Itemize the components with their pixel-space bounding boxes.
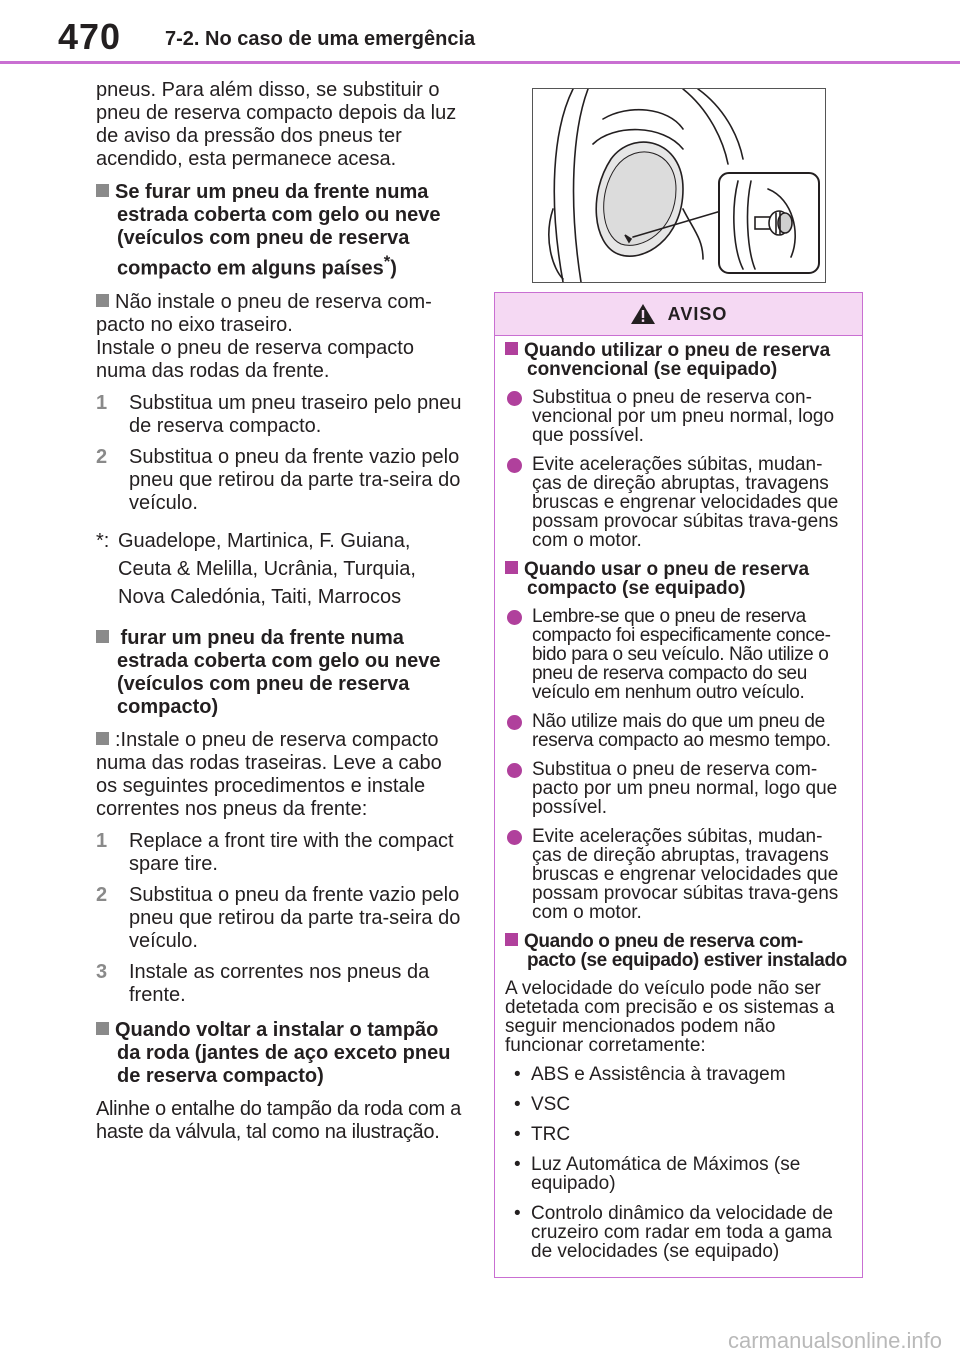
square-bullet-icon bbox=[96, 630, 109, 643]
warning-bullet: Evite acelerações súbitas, mudan-ças de direção abruptas, travagens bruscas e engrenar velocidades que possam provocar súbitas trava-gens com o motor. bbox=[505, 827, 848, 922]
warning-paragraph: A velocidade do veículo pode não ser detetada com precisão e os sistemas a seguir mencionados podem não funcionar corretamente: bbox=[505, 978, 835, 1056]
step-item: 1 Replace a front tire with the compact spare tire. bbox=[96, 829, 454, 875]
page-number: 470 bbox=[58, 16, 122, 57]
square-bullet-icon bbox=[505, 342, 518, 355]
square-bullet-icon bbox=[96, 1022, 109, 1035]
warning-title: AVISO bbox=[667, 303, 728, 324]
warning-list-item: • ABS e Assistência à travagem bbox=[514, 1064, 786, 1085]
warning-list-item: • TRC bbox=[514, 1124, 571, 1145]
circle-bullet-icon bbox=[507, 458, 522, 473]
intro-paragraph: pneus. Para além disso, se substituir o pneu de reserva compacto depois da luz de aviso da pressão dos pneus ter acendido, esta permanece acesa. bbox=[96, 79, 457, 170]
square-bullet-icon bbox=[96, 732, 109, 745]
warning-body bbox=[495, 336, 862, 1261]
footer-watermark: carmanualsonline.info bbox=[727, 1328, 942, 1353]
warning-bullet: Substitua o pneu de reserva con-vencional por um pneu normal, logo que possível. bbox=[505, 388, 848, 445]
instruction-paragraph: Não instale o pneu de reserva com-pacto no eixo traseiro. bbox=[96, 290, 432, 336]
section-title: 7-2. No caso de uma emergência bbox=[165, 28, 476, 50]
wheel-cap-paragraph: Alinhe o entalhe do tampão da roda com a haste da válvula, tal como na ilustração. bbox=[96, 1097, 461, 1143]
heading-wheel-cap: Quando voltar a instalar o tampão da roda (jantes de aço exceto pneu de reserva compacto) bbox=[96, 1019, 466, 1088]
circle-bullet-icon bbox=[507, 610, 522, 625]
header-divider bbox=[0, 61, 960, 64]
square-bullet-icon bbox=[96, 184, 109, 197]
circle-bullet-icon bbox=[507, 763, 522, 778]
warning-heading: Quando utilizar o pneu de reserva convencional (se equipado) bbox=[505, 341, 848, 379]
page-header bbox=[0, 0, 960, 62]
step-item: 2 Substitua o pneu da frente vazio pelo pneu que retirou da parte tra-seira do veículo. bbox=[96, 445, 461, 514]
warning-bullet: Não utilize mais do que um pneu de reserva compacto ao mesmo tempo. bbox=[505, 712, 848, 750]
circle-bullet-icon bbox=[507, 830, 522, 845]
warning-header bbox=[495, 293, 862, 336]
warning-bullet: Lembre-se que o pneu de reserva compacto foi especificamente conce-bido para o seu veículo. Não utilize o pneu de reserva compacto do seu veículo em nenhum outro veículo. bbox=[505, 607, 848, 702]
instruction-paragraph-b: Instale o pneu de reserva compacto numa das rodas da frente. bbox=[96, 336, 414, 382]
warning-heading: Quando usar o pneu de reserva compacto (se equipado) bbox=[505, 560, 848, 598]
warning-bullet: Substitua o pneu de reserva com-pacto por um pneu normal, logo que possível. bbox=[505, 760, 848, 817]
heading-front-tire-snow: Se furar um pneu da frente numa estrada coberta com gelo ou neve (veículos com pneu de reserva compacto em alguns países*) bbox=[96, 181, 466, 281]
circle-bullet-icon bbox=[507, 391, 522, 406]
warning-heading: Quando o pneu de reserva com-pacto (se equipado) estiver instalado bbox=[505, 932, 848, 970]
chains-paragraph: :Instale o pneu de reserva compacto numa das rodas traseiras. Leve a cabo os seguintes procedimentos e instale correntes nos pneus da frente: bbox=[96, 728, 442, 820]
footnote: *: Guadelope, Martinica, F. Guiana, Ceuta & Melilla, Ucrânia, Turquia, Nova Caledónia, Taiti, Marrocos bbox=[96, 529, 416, 608]
left-column bbox=[96, 79, 466, 1153]
circle-bullet-icon bbox=[507, 715, 522, 730]
square-bullet-icon bbox=[96, 294, 109, 307]
heading-front-tire-compact: furar um pneu da frente numa estrada coberta com gelo ou neve (veículos com pneu de reserva compacto) bbox=[96, 627, 466, 719]
wheel-cap-illustration bbox=[532, 88, 826, 283]
warning-box bbox=[494, 292, 863, 1278]
step-item: 3 Instale as correntes nos pneus da frente. bbox=[96, 960, 430, 1006]
step-item: 1 Substitua um pneu traseiro pelo pneu de reserva compacto. bbox=[96, 391, 462, 437]
warning-list-item: • Luz Automática de Máximos (se equipado) bbox=[514, 1154, 801, 1194]
warning-list-item: • Controlo dinâmico da velocidade de cruzeiro com radar em toda a gama de velocidades (se equipado) bbox=[514, 1203, 834, 1262]
warning-bullet: Evite acelerações súbitas, mudan-ças de direção abruptas, travagens bruscas e engrenar velocidades que possam provocar súbitas trava-gens com o motor. bbox=[505, 455, 848, 550]
warning-list-item: • VSC bbox=[514, 1094, 571, 1115]
square-bullet-icon bbox=[505, 933, 518, 946]
warning-triangle-icon bbox=[630, 303, 656, 325]
wheel-illustration-svg bbox=[533, 89, 825, 282]
step-item: 2 Substitua o pneu da frente vazio pelo pneu que retirou da parte tra-seira do veículo. bbox=[96, 883, 461, 952]
square-bullet-icon bbox=[505, 561, 518, 574]
